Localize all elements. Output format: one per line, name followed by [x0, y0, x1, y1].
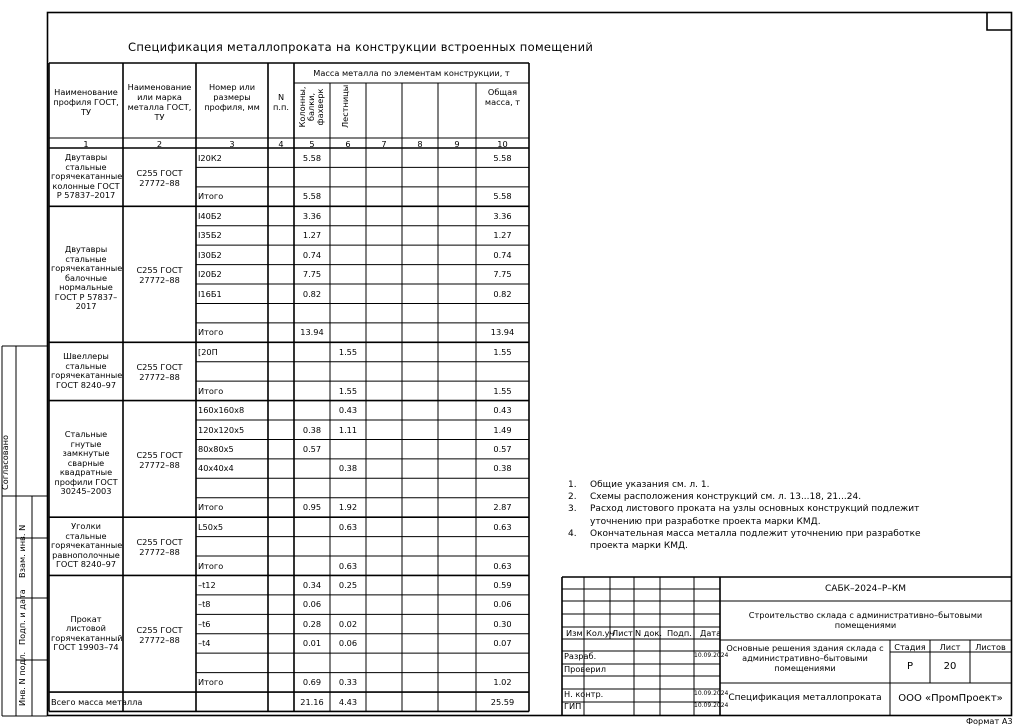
row-total-mass: 0.07 [493, 638, 512, 649]
sheet-label: Лист [939, 642, 961, 652]
row-mass-columns: 7.75 [302, 269, 322, 280]
row-mass-columns: 0.28 [302, 618, 322, 629]
row-profile: Итого [198, 191, 224, 202]
group-grade: С255 ГОСТ 27772–88 [136, 362, 183, 383]
row-mass-stairs: 0.63 [338, 521, 358, 532]
row-total-mass: 3.36 [493, 210, 512, 221]
column-number: 10 [497, 139, 508, 149]
row-mass-columns: 0.34 [302, 579, 322, 590]
total-row-mass: 25.59 [490, 696, 515, 707]
doc-code: САБК–2024–Р–КМ [825, 584, 906, 594]
group-name: Стальные гнутые замкнутые сварные квадратные профили ГОСТ 30245–2003 [54, 429, 118, 497]
sheet-number: 20 [943, 661, 957, 672]
row-mass-columns: 0.82 [302, 288, 322, 299]
row-total-mass: 0.30 [493, 618, 512, 629]
header-profile: Наименование профиля ГОСТ, ТУ [53, 87, 119, 117]
group-name: Уголки стальные горячекатанные равнополочные ГОСТ 8240–97 [51, 521, 123, 570]
column-number: 7 [381, 139, 387, 149]
row-total-mass: 1.02 [493, 677, 512, 688]
row-profile: –t4 [198, 638, 211, 649]
col-izm: Изм. [566, 628, 586, 638]
row-profile: –t12 [198, 579, 216, 590]
total-row-label: Всего масса металла [51, 696, 143, 707]
row-profile: –t6 [198, 618, 211, 629]
row-mass-stairs: 1.55 [338, 385, 358, 396]
total-row-stairs: 4.43 [338, 696, 358, 707]
row-mass-columns: 0.38 [302, 424, 322, 435]
spec-table-grid [49, 63, 529, 711]
row-mass-stairs: 1.55 [338, 346, 358, 357]
row-total-mass: 5.58 [493, 191, 512, 202]
row-mass-columns: 13.94 [300, 327, 324, 338]
project-name: Строительство склада с административно–бытовыми помещениями [748, 610, 983, 630]
row-total-mass: 5.58 [493, 152, 512, 163]
row-profile: I35Б2 [198, 230, 222, 241]
side-stamp-inv-podl: Инв. N подл. [17, 651, 27, 706]
group-name: Прокат листовой горячекатанный ГОСТ 19903–74 [51, 613, 123, 653]
row-mass-stairs: 0.25 [338, 579, 358, 590]
building-name: Основные решения здания склада с административно–бытовыми помещениями [726, 643, 884, 673]
group-grade: С255 ГОСТ 27772–88 [136, 537, 183, 558]
role-label: Проверил [564, 664, 606, 674]
header-number: N п.п. [273, 92, 289, 112]
row-mass-columns: 0.74 [302, 249, 322, 260]
row-profile: 120х120х5 [198, 424, 245, 435]
row-profile: Итого [198, 385, 224, 396]
col-ndoc: N док. [635, 628, 662, 638]
row-total-mass: 2.87 [493, 502, 512, 513]
row-total-mass: 1.55 [493, 346, 512, 357]
side-stamp-podp-data: Подп. и дата [17, 589, 27, 645]
row-total-mass: 0.82 [493, 288, 512, 299]
row-mass-columns: 5.58 [302, 191, 322, 202]
column-number: 9 [454, 139, 460, 149]
row-mass-columns: 0.06 [302, 599, 322, 610]
stage-value: Р [906, 661, 914, 672]
group-name: Швеллеры стальные горячекатанные ГОСТ 8240–97 [51, 351, 123, 390]
stage-label: Стадия [894, 642, 926, 652]
note-number: 1. [568, 480, 577, 490]
header-stairs: Лестницы [340, 84, 350, 128]
row-profile: 160х160х8 [198, 405, 245, 416]
row-mass-columns: 0.95 [302, 502, 322, 513]
note-number: 4. [568, 528, 577, 539]
side-stamp-agreed: Согласовано [0, 435, 10, 490]
row-mass-stairs: 0.38 [338, 463, 358, 474]
group-grade: С255 ГОСТ 27772–88 [136, 624, 183, 645]
column-number: 2 [156, 139, 163, 149]
total-row-columns: 21.16 [300, 696, 324, 707]
column-number: 6 [345, 139, 351, 149]
note-text: Расход листового проката на узлы основных конструкций подлежит [590, 504, 920, 515]
row-mass-stairs: 0.06 [338, 638, 358, 649]
column-number: 4 [278, 139, 284, 149]
column-number: 1 [83, 139, 89, 149]
role-date: 10.09.2024 [694, 652, 729, 659]
row-mass-stairs: 1.11 [338, 424, 358, 435]
column-number: 5 [309, 139, 315, 149]
row-total-mass: 0.63 [493, 521, 512, 532]
row-mass-columns: 0.69 [302, 677, 322, 688]
row-total-mass: 1.49 [493, 424, 512, 435]
row-mass-columns: 0.57 [302, 443, 322, 454]
header-mass-group: Масса металла по элементам конструкции, т [313, 68, 510, 78]
row-profile: Итого [198, 502, 224, 513]
group-name: Двутавры стальные горячекатанные балочные нормальные ГОСТ Р 57837–2017 [51, 244, 123, 312]
header-columns-beams: Колонны, балки, фахверк [297, 86, 325, 128]
note-text: проекта марки КМД. [590, 541, 688, 551]
row-total-mass: 0.38 [493, 463, 512, 474]
row-profile: 80х80х5 [198, 443, 234, 454]
column-number: 8 [417, 139, 423, 149]
group-grade: С255 ГОСТ 27772–88 [136, 265, 183, 286]
role-label: ГИП [564, 701, 582, 711]
row-mass-stairs: 1.92 [338, 502, 358, 513]
row-mass-columns: 5.58 [302, 152, 322, 163]
document-title: Спецификация металлопроката [728, 693, 882, 703]
row-profile: [20П [198, 346, 218, 357]
header-grade: Наименование или марка металла ГОСТ, ТУ [127, 82, 192, 122]
row-total-mass: 13.94 [490, 327, 515, 338]
row-total-mass: 0.74 [493, 249, 512, 260]
corner-box [987, 13, 1011, 30]
sheet-title: Спецификация металлопроката на конструкции встроенных помещений [128, 40, 594, 54]
row-total-mass: 1.27 [493, 230, 512, 241]
note-text: Схемы расположения конструкций см. л. 13...18, 21...24. [590, 492, 862, 503]
role-label: Н. контр. [564, 689, 604, 699]
row-mass-stairs: 0.43 [338, 405, 358, 416]
role-date: 10.09.2024 [694, 702, 729, 709]
row-mass-columns: 1.27 [302, 230, 322, 241]
row-mass-columns: 3.36 [302, 210, 322, 221]
row-total-mass: 0.43 [493, 405, 512, 416]
row-profile: Итого [198, 677, 224, 688]
row-mass-stairs: 0.33 [338, 677, 358, 688]
row-total-mass: 1.55 [493, 385, 512, 396]
row-total-mass: 7.75 [493, 269, 512, 280]
row-profile: L50х5 [198, 521, 224, 532]
note-text: Окончательная масса металла подлежит уточнению при разработке [590, 528, 921, 539]
row-profile: I20К2 [198, 152, 222, 163]
header-total-mass: Общая масса, т [484, 87, 521, 107]
group-grade: С255 ГОСТ 27772–88 [136, 168, 183, 189]
row-mass-stairs: 0.02 [338, 618, 358, 629]
row-total-mass: 0.57 [493, 443, 512, 454]
group-name: Двутавры стальные горячекатанные колонные ГОСТ Р 57837–2017 [51, 152, 123, 201]
row-profile: I40Б2 [198, 210, 222, 221]
sheets-label: Листов [975, 642, 1006, 652]
col-podp: Подп. [667, 628, 692, 638]
row-profile: I20Б2 [198, 269, 222, 280]
role-label: Разраб. [564, 651, 597, 661]
group-grade: С255 ГОСТ 27772–88 [136, 449, 183, 470]
row-mass-columns: 0.01 [302, 638, 322, 649]
row-profile: –t8 [198, 599, 211, 610]
col-data: Дата [700, 628, 722, 638]
row-total-mass: 0.59 [493, 579, 512, 590]
col-list: Лист [612, 628, 633, 638]
row-profile: I16Б1 [198, 288, 222, 299]
note-number: 3. [568, 504, 577, 515]
note-number: 2. [568, 492, 577, 503]
side-stamp-inv-vzam: Взам. инв. N [17, 524, 27, 578]
note-text: Общие указания см. л. 1. [590, 480, 710, 490]
note-text: уточнению при разработке проекта марки КМД. [590, 516, 821, 527]
row-profile: Итого [198, 327, 224, 338]
row-profile: I30Б2 [198, 249, 222, 260]
row-total-mass: 0.63 [493, 560, 512, 571]
row-mass-stairs: 0.63 [338, 560, 358, 571]
row-profile: 40х40х4 [198, 463, 234, 474]
row-total-mass: 0.06 [493, 599, 512, 610]
format-label: Формат А3 [966, 716, 1013, 726]
company-name: ООО «ПромПроект» [898, 693, 1003, 704]
header-size: Номер или размеры профиля, мм [204, 82, 260, 112]
col-kol: Кол.уч [586, 628, 615, 638]
role-date: 10.09.2024 [694, 690, 729, 697]
row-profile: Итого [198, 560, 224, 571]
column-number: 3 [229, 139, 235, 149]
